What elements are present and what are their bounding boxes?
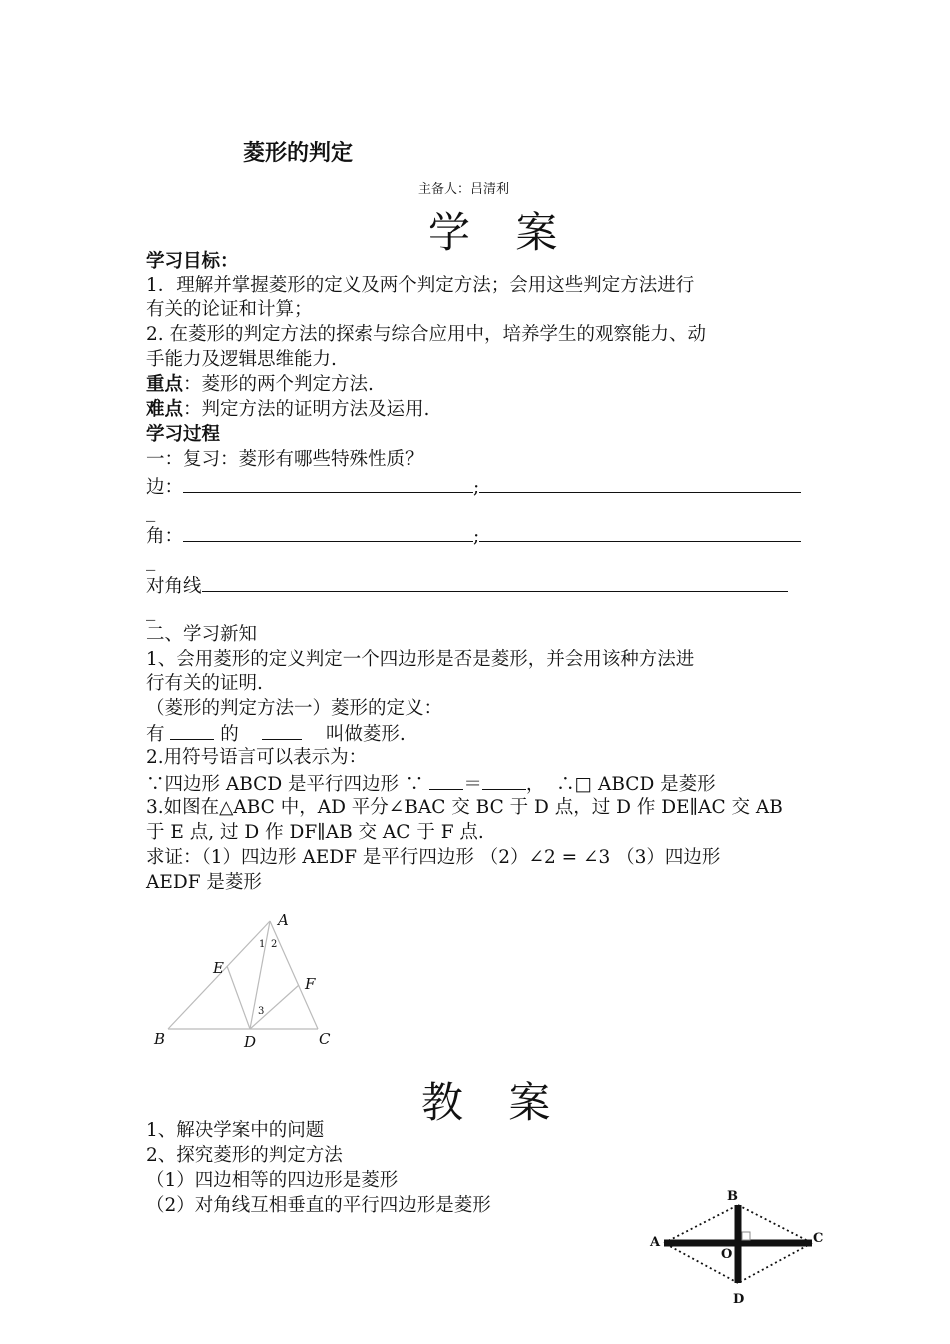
review-question: 一：复习：菱形有哪些特殊性质？: [146, 449, 424, 470]
point-3-line-1: 3.如图在△ABC 中，AD 平分∠BAC 交 BC 于 D 点，过 D 作 DE∥AC 交 AB: [146, 797, 783, 818]
diagonal-fill-line: [146, 573, 788, 599]
symbolic-line: [146, 771, 716, 797]
edge-semicolon: ;: [473, 477, 480, 498]
edge-blank-1[interactable]: [183, 474, 473, 493]
point-1-line-1: 1、会用菱形的定义判定一个四边形是否是菱形，并会用该种方法进: [146, 649, 695, 670]
edge-label: 边：: [146, 477, 184, 498]
diagonal-overflow: _: [146, 600, 156, 621]
sym-comma: ，: [525, 774, 545, 795]
key-point-text: ：菱形的两个判定方法.: [183, 374, 374, 395]
new-knowledge-heading: 二、学习新知: [146, 624, 258, 645]
objective-1-line-1: 1．理解并掌握菱形的定义及两个判定方法；会用这些判定方法进行: [146, 275, 695, 296]
rhombus-label-a: A: [650, 1235, 661, 1250]
symbolic-premise: ∵四边形 ABCD 是平行四边形 ∵: [146, 774, 424, 795]
teach-item-3: （1）四边相等的四边形是菱形: [146, 1170, 399, 1191]
teach-item-4: （2）对角线互相垂直的平行四边形是菱形: [146, 1195, 491, 1216]
right-angle-mark: [742, 1232, 750, 1240]
symbolic-conclusion: ∴□ ABCD 是菱形: [556, 774, 716, 795]
objectives-heading: 学习目标：: [146, 251, 239, 272]
angle-3-label: 3: [258, 1006, 265, 1017]
objective-2-line-1: 2. 在菱形的判定方法的探索与综合应用中，培养学生的观察能力、动: [146, 324, 707, 345]
prove-line-2: AEDF 是菱形: [146, 872, 262, 893]
triangle-figure: [140, 905, 350, 1055]
diagonal-blank[interactable]: [202, 573, 788, 592]
angle-fill-line: [146, 523, 801, 549]
edge-overflow: _: [146, 501, 156, 522]
rhombus-label-d: D: [733, 1292, 745, 1307]
rhombus-side-ab: [664, 1205, 738, 1243]
teach-item-1: 1、解决学案中的问题: [146, 1120, 325, 1141]
definition-line: [146, 721, 406, 747]
label-b: B: [154, 1030, 166, 1048]
sym-blank-1[interactable]: [429, 771, 463, 790]
edge-blank-2[interactable]: [479, 474, 801, 493]
def-blank-1[interactable]: [170, 721, 214, 740]
diagonal-label: 对角线: [146, 576, 202, 597]
angle-blank-2[interactable]: [479, 523, 801, 542]
def-tail: 叫做菱形.: [325, 724, 406, 745]
rhombus-side-bc: [738, 1205, 812, 1243]
label-f: F: [305, 975, 316, 993]
difficulty-point: [146, 398, 429, 422]
study-plan-heading: 学 案: [428, 208, 574, 257]
label-c: C: [319, 1030, 331, 1048]
label-e: E: [213, 959, 224, 977]
objective-1-line-2: 有关的论证和计算；: [146, 299, 313, 320]
prove-line-1: 求证：（1）四边形 AEDF 是平行四边形 （2）∠2 = ∠3 （3）四边形: [146, 847, 721, 868]
angle-1-label: 1: [259, 939, 266, 950]
key-point: [146, 373, 374, 397]
teach-item-2: 2、探究菱形的判定方法: [146, 1145, 343, 1166]
point-2: 2.用符号语言可以表示为：: [146, 747, 368, 768]
method-1-label: （菱形的判定方法一）菱形的定义：: [146, 698, 443, 719]
rhombus-side-cd: [738, 1243, 812, 1283]
author-line: 主备人：吕清利: [418, 182, 510, 197]
angle-semicolon: ;: [473, 526, 480, 547]
point-3-line-2: 于 E 点, 过 D 作 DF∥AB 交 AC 于 F 点.: [146, 822, 484, 843]
edge-fill-line: [146, 474, 801, 500]
key-point-label: 重点: [146, 374, 184, 395]
process-heading: 学习过程: [146, 424, 221, 445]
label-a: A: [278, 911, 289, 929]
difficulty-text: ：判定方法的证明方法及运用.: [183, 399, 430, 420]
rhombus-label-o: O: [721, 1247, 733, 1262]
objective-2-line-2: 手能力及逻辑思维能力.: [146, 349, 337, 370]
line-de: [227, 966, 250, 1029]
sym-equals: ＝: [463, 774, 482, 795]
angle-blank-1[interactable]: [183, 523, 473, 542]
label-d: D: [244, 1033, 257, 1051]
teaching-plan-heading: 教 案: [421, 1078, 567, 1127]
angle-overflow: _: [146, 550, 156, 571]
rhombus-figure: [645, 1182, 835, 1312]
rhombus-label-b: B: [727, 1189, 738, 1204]
rhombus-label-c: C: [813, 1231, 824, 1246]
point-1-line-2: 行有关的证明.: [146, 673, 263, 694]
def-blank-2[interactable]: [262, 721, 302, 740]
def-de: 的: [220, 724, 239, 745]
difficulty-label: 难点: [146, 399, 184, 420]
angle-label: 角：: [146, 526, 184, 547]
page-title: 菱形的判定: [243, 141, 354, 166]
angle-2-label: 2: [271, 939, 278, 950]
def-you: 有: [146, 724, 165, 745]
sym-blank-2[interactable]: [482, 771, 526, 790]
